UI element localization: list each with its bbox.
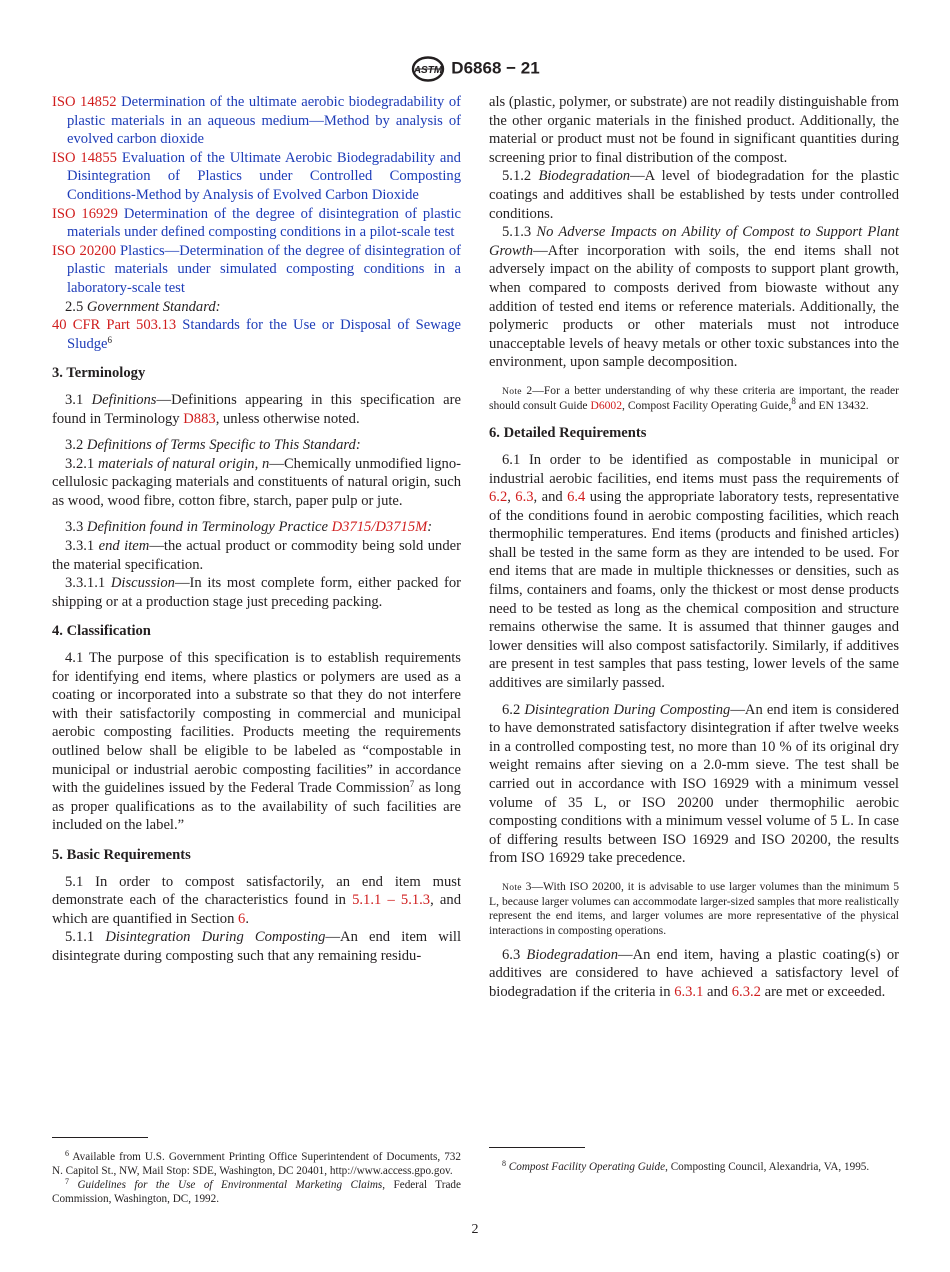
left-column [52,93,461,966]
para-5-1-1: 5.1.1 Disintegration During Composting—An end item will disintegrate during composting such that any remaining residu- [52,929,462,964]
right-column [489,93,899,1002]
heading-classification: 4. Classification [52,623,151,640]
para-6-2: 6.2 Disintegration During Composting—An end item is considered to have demonstrated satisfactory disintegration if after twelve weeks in a controlled composting test, no more than 10 % of its original dry weight remains after sieving on a 2.0-mm sieve. The test shall be carried out in accordance with ISO 16929 with a minimum vessel volume of 35 L, or ISO 20200 under thermophilic aerobic composting conditions with a minimum vessel volume of 5 L. In case of differing results between ISO 16929 and ISO 20200, the results from ISO 16929 take precedence. [489,701,900,867]
para-3-1: 3.1 Definitions—Definitions appearing in this specification are found in Terminology D883, unless otherwise noted. [52,391,461,427]
para-3-2-1: 3.2.1 materials of natural origin, n—Chemically unmodified ligno-cellulosic packaging materials and constituents of natural origin, such as wood, wood fibre, cotton fibre, starch, paper pulp or jute. [52,455,461,509]
footnote-8: $^8$ Compost Facility Operating Guide, Composting Council, Alexandria, VA, 1995. [502,1159,870,1173]
svg-text:ASTM: ASTM [414,65,443,76]
link-5-1-1[interactable]: 5.1.1 – 5.1.3 [352,892,431,909]
ref-title-link[interactable]: Standards for the Use or Disposal of Sewage Sludge [67,317,461,352]
link-6-3[interactable]: 6.3 [515,489,534,506]
ref-title-link[interactable]: Determination of the degree of disintegration of plastic materials under defined composting conditions in a pilot-scale test [67,205,461,241]
para-6-1: 6.1 In order to be identified as compostable in municipal or industrial aerobic facilities, end items must pass the requirements of 6.2, 6.3, and 6.4 using the appropriate laboratory tests, representative of the conditions found in aerobic composting facilities, which reach thermophilic temperatures. End items (products and finished articles) shall be tested in the same form as they are intended to be used. For end items that are made in multiple thicknesses or densities, such as films, containers and foams, only the thickest or most dense products need to be tested as long as the chemical composition and structure remains otherwise the same. It is assumed that thinner gauges and lower densities will also compost satisfactorily. Similarly, if additives are present in test samples that pass testing, lower levels of the same additives are similarly passed. [489,451,899,692]
reference-iso-20200 [52,242,461,298]
ref-code-link[interactable]: 40 CFR Part 503.13 [52,317,177,334]
para-3-3: 3.3 Definition found in Terminology Practice D3715/D3715M: [65,519,433,536]
ref-title-link[interactable]: Plastics—Determination of the degree of disintegration of plastic materials under simulated composting conditions in a laboratory-scale test [67,242,461,296]
astm-logo-icon [410,56,446,82]
para-5-1-1-continued: als (plastic, polymer, or substrate) are not readily distinguishable from the other organic materials in the finished product. Additionally, the material or product must not be found in significant quantities during screening prior to final distribution of the compost. [489,94,899,166]
para-5-1-2: 5.1.2 Biodegradation—A level of biodegradation for the plastic coatings and additives shall be established by tests under controlled conditions. [489,168,899,222]
note-2: Note 2—For a better understanding of why these criteria are important, the reader should consult Guide D6002, Compost Facility Operating Guide,$^8$ and EN 13432. [489,383,899,413]
footnote-7: $^7$ Guidelines for the Use of Environmental Marketing Claims, Federal Trade Commission, Washington, DC, 1992. [52,1177,461,1205]
link-d3715[interactable]: D3715/D3715M [331,519,428,536]
link-6-4[interactable]: 6.4 [567,489,586,506]
heading-basic-requirements: 5. Basic Requirements [52,846,191,863]
para-3-3-1: 3.3.1 end item—the actual product or commodity being sold under the material specification. [52,538,461,573]
link-section-6[interactable]: 6 [238,910,246,927]
link-d6002[interactable]: D6002 [590,399,623,413]
ref-code-link[interactable]: ISO 20200 [52,242,117,259]
left-footnotes [52,1137,461,1206]
right-footnotes [489,1147,899,1174]
footnote-marker: 7 [409,779,415,790]
reference-iso-14852 [52,93,461,149]
heading-detailed-requirements: 6. Detailed Requirements [489,425,647,442]
ref-code-link[interactable]: ISO 16929 [52,205,118,222]
para-4-1: 4.1 The purpose of this specification is to establish requirements for identifying end items, where plastics or polymers are used as a coating or incorporated into a substrate so that they do not interfere with their satisfactorily composting in commercial and municipal aerobic composting facilities. Products meeting the requirements outlined below shall be eligible to be labeled as “compostable in municipal or industrial aerobic composting facilities” in accordance with the guidelines issued by the Federal Trade Commission$^7$ as long as proper qualifications as to the availability of such facilities are included on the label.” [52,650,461,834]
reference-iso-14855 [52,149,461,205]
link-6-3-2[interactable]: 6.3.2 [731,983,761,1000]
link-6-3-1[interactable]: 6.3.1 [674,983,704,1000]
heading-terminology: 3. Terminology [52,365,146,382]
para-3-2: 3.2 Definitions of Terms Specific to This Standard: [65,437,361,454]
ref-code-link[interactable]: ISO 14855 [52,149,117,166]
para-3-3-1-1: 3.3.1.1 Discussion—In its most complete form, either packed for shipping or at a production stage just preceding packing. [52,575,461,610]
para-5-1: 5.1 In order to compost satisfactorily, an end item must demonstrate each of the characteristics found in 5.1.1 – 5.1.3, and which are quantified in Section 6. [52,873,461,927]
page-number: 2 [471,1222,479,1237]
section-2-5: 2.5 Government Standard: [65,298,221,315]
para-6-3: 6.3 Biodegradation—An end item, having a plastic coating(s) or additives are considered to have achieved a satisfactory level of biodegradation if the criteria in 6.3.1 and 6.3.2 are met or exceeded. [489,946,899,1000]
note-3: Note 3—With ISO 20200, it is advisable to use larger volumes than the minimum 5 L, because larger volumes can accommodate larger-sized samples that more realistically represent the end items, and larger volumes are more representative of the physical interactions in composting operations. [489,879,899,937]
ref-title-link[interactable]: Evaluation of the Ultimate Aerobic Biodegradability and Disintegration of Plastics under Controlled Composting Conditions-Method by Analysis of Evolved Carbon Dioxide [67,149,461,203]
document-id: D6868 − 21 [451,58,540,78]
footnote-marker: 6 [107,334,113,345]
link-d883[interactable]: D883 [183,410,216,427]
footnote-6: $^6$ Available from U.S. Government Printing Office Superintendent of Documents, 732 N. Capitol St., NW, Mail Stop: SDE, Washington, DC 20401, http://www.access.gpo.gov. [52,1149,461,1177]
page-header [0,56,950,82]
reference-40-cfr [52,316,461,353]
reference-iso-16929 [52,205,461,242]
ref-code-link[interactable]: ISO 14852 [52,94,117,110]
link-6-2[interactable]: 6.2 [489,489,508,506]
ref-title-link[interactable]: Determination of the ultimate aerobic biodegradability of plastic materials in an aqueous medium—Method by analysis of evolved carbon dioxide [67,94,462,148]
para-5-1-3: 5.1.3 No Adverse Impacts on Ability of Compost to Support Plant Growth—After incorporation with soils, the end items shall not adversely impact on the ability of composts to support plant growth, when compared to composts derived from biowaste without any addition of tested end items or reference materials. Additionally, the polymeric products or other materials must not introduce unacceptable levels of heavy metals or other toxic substances into the environment, upon sample decomposition. [489,224,899,371]
